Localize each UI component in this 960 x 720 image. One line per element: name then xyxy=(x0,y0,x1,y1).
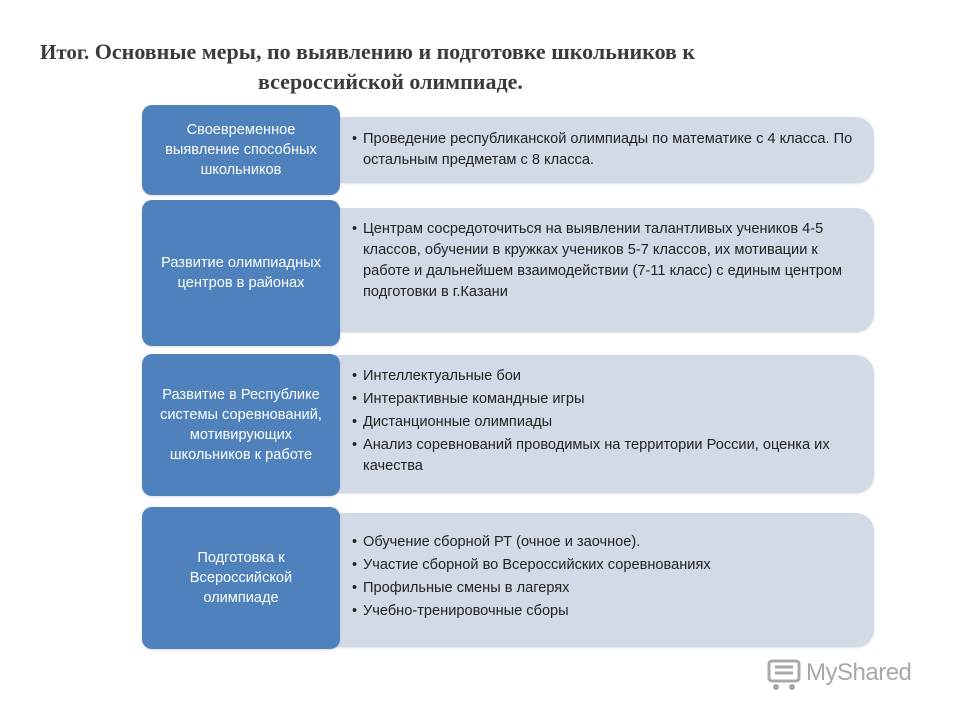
list-item: • Анализ соревнований проводимых на территории России, оценка их качества xyxy=(352,435,860,477)
row-1-content xyxy=(318,117,874,183)
list-item: • Проведение республиканской олимпиады по математике с 4 класса. По остальным предметам с 8 класса. xyxy=(352,129,860,171)
row-3-label xyxy=(142,354,340,496)
row-4-content xyxy=(318,513,874,647)
watermark-text: MyShared xyxy=(806,659,912,686)
row-1-list xyxy=(352,129,860,171)
list-item: • Интерактивные командные игры xyxy=(352,389,860,410)
row-2-content xyxy=(318,208,874,332)
row-2-label-text: Развитие олимпиадных центров в районах xyxy=(161,255,321,291)
row-4-label xyxy=(142,507,340,649)
title-lead: Итог. xyxy=(40,40,90,64)
row-2-list xyxy=(352,219,860,303)
row-1-label-text: Своевременное выявление способных школьников xyxy=(165,122,317,178)
list-item: • Дистанционные олимпиады xyxy=(352,412,860,433)
cart-icon xyxy=(766,656,802,692)
row-3-list xyxy=(352,366,860,477)
title-line-1 xyxy=(40,38,695,66)
myshared-watermark xyxy=(766,656,926,692)
title-line-1-text: Основные меры, по выявлению и подготовке школьников к xyxy=(89,39,696,64)
list-item: • Профильные смены в лагерях xyxy=(352,578,860,599)
row-1-label xyxy=(142,105,340,195)
row-3-label-text: Развитие в Республике системы соревнований, мотивирующих школьников к работе xyxy=(160,387,322,463)
list-item: • Центрам сосредоточиться на выявлении талантливых учеников 4-5 классов, обучении в кружках учеников 5-7 классов, их мотивации к работе и дальнейшем взаимодействии (7-11 класс) с единым центром подготовки в г.Казани xyxy=(352,219,860,303)
title-line-2: всероссийской олимпиаде. xyxy=(258,69,523,94)
row-3-content xyxy=(318,355,874,493)
list-item: • Участие сборной во Всероссийских соревнованиях xyxy=(352,555,860,576)
list-item: • Интеллектуальные бои xyxy=(352,366,860,387)
row-4-label-text: Подготовка к Всероссийской олимпиаде xyxy=(189,550,293,606)
row-2-label xyxy=(142,200,340,346)
list-item: • Учебно-тренировочные сборы xyxy=(352,601,860,622)
list-item: • Обучение сборной РТ (очное и заочное). xyxy=(352,532,860,553)
row-4-list xyxy=(352,532,860,622)
